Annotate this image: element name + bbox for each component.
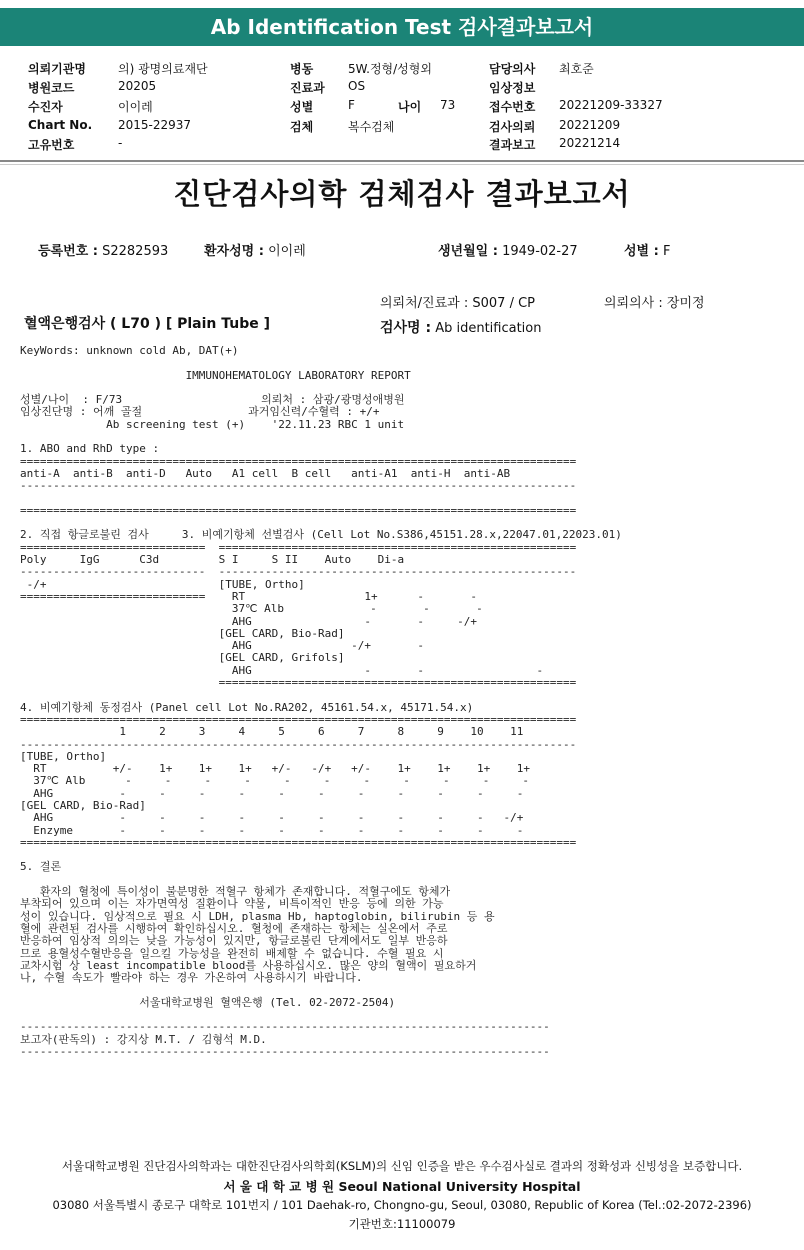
header-field-label: 임상정보 — [489, 81, 536, 95]
header-field-label: 검체 — [290, 120, 314, 134]
header-field-value: 5W.정형/성형외 — [348, 62, 432, 76]
header-field-label: 접수번호 — [489, 100, 536, 114]
date-of-birth: 생년월일 : 1949-02-27 — [438, 244, 578, 259]
header-divider-thin — [0, 164, 804, 165]
hospital-name: 서 울 대 학 교 병 원 Seoul National University Hospital — [223, 1179, 581, 1194]
header-field-label: 진료과 — [290, 81, 325, 95]
header-field-label: 수진자 — [28, 100, 63, 114]
header-field-label: 결과보고 — [489, 138, 536, 152]
patient-sex: 성별 : F — [624, 244, 671, 259]
requesting-department: 의뢰처/진료과 : S007 / CP — [380, 296, 536, 311]
header-field-value: 복수검체 — [348, 120, 395, 134]
header-field-value: OS — [348, 79, 366, 93]
header-field-value: 20221214 — [559, 136, 621, 150]
header-field-label: 병원코드 — [28, 81, 75, 95]
certification-statement: 서울대학교병원 진단검사의학과는 대한진단검사의학회(KSLM)의 신임 인증을 받은 우수검사실로 결과의 정확성과 신빙성을 보증합니다. — [61, 1159, 743, 1173]
header-field-value: 이이레 — [118, 100, 153, 114]
header-field-value: 73 — [440, 98, 456, 112]
header-field-value: 20221209-33327 — [559, 98, 663, 112]
header-field-label: 성별 — [290, 100, 314, 114]
header-field-label: 나이 — [398, 100, 422, 114]
requesting-doctor: 의뢰의사 : 장미정 — [604, 296, 705, 311]
header-field-value: 최호준 — [559, 62, 594, 76]
report-banner: Ab Identification Test 검사결과보고서 — [0, 8, 804, 46]
header-field-value: 의) 광명의료재단 — [118, 62, 208, 76]
header-field-value: 2015-22937 — [118, 118, 192, 132]
header-field-value: F — [348, 98, 355, 112]
header-divider — [0, 160, 804, 162]
header-field-label: 검사의뢰 — [489, 120, 536, 134]
header-field-value: 20221209 — [559, 118, 621, 132]
test-name: 검사명 : Ab identification — [380, 320, 542, 336]
lab-report-body: KeyWords: unknown cold Ab, DAT(+) IMMUNOHEMATOLOGY LABORATORY REPORT 성별/나이 : F/73 의뢰처 : 삼광/광명성애병원 임상진단명 : 어깨 골절 과거임신력/수혈력 : +/+ Ab screening test (+) '22.11.23 RBC 1 unit 1. ABO and RhD type : ==================================================================================== anti-A anti-B anti-D Auto A1 cell B cell anti-A1 anti-H anti-AB ------------------------------------------------------------------------------------ ==================================================================================== 2. 직접 항글로불린 검사 3. 비예기항체 선별검사 (Cell Lot No.S386,45151.28.x,22047.01,22023.01) ============================ ====================================================== Poly IgG C3d S I S II Auto Di-a ---------------------------- ------------------------------------------------------ -/+ [TUBE, Ortho] ============================ RT 1+ - - 37℃ Alb - - - AHG - - -/+ [GEL CARD, Bio-Rad] AHG -/+ - [GEL CARD, Grifols] AHG - - - ====================================================== 4. 비예기항체 동정검사 (Panel cell Lot No.RA202, 45161.54.x, 45171.54.x) ==================================================================================== 1 2 3 4 5 6 7 8 9 10 11 ------------------------------------------------------------------------------------ [TUBE, Ortho] RT +/- 1+ 1+ 1+ +/- -/+ +/- 1+ 1+ 1+ 1+ 37℃ Alb - - - - - - - - - - - AHG - - - - - - - - - - - [GEL CARD, Bio-Rad] AHG - - - - - - - - - - -/+ Enzyme - - - - - - - - - - - ==================================================================================== 5. 결론 환자의 혈청에 특이성이 불분명한 적혈구 항체가 존재합니다. 적혈구에도 항체가 부착되어 있으며 이는 자가면역성 질환이나 약물, 비특이적인 반응 등에 의한 가능 성이 있습니다. 임상적으로 필요 시 LDH, plasma Hb, haptoglobin, bilirubin 등 용 혈에 관련된 검사를 시행하여 확인하십시오. 혈청에 존재하는 항체는 실온에서 주로 반응하여 임상적 의의는 낮을 가능성이 있지만, 항글로불린 단계에서도 일부 반응하 므로 용혈성수혈반응을 일으킬 가능성을 완전히 배제할 수 없습니다. 수혈 필요 시 교차시험 상 least incompatible blood를 사용하십시오. 많은 양의 혈액이 필요하거 나, 수혈 속도가 빨라야 하는 경우 가온하여 사용하시기 바랍니다. 서울대학교병원 혈액은행 (Tel. 02-2072-2504) -------------------------------------------------------------------------------- 보고자(판독의) : 강지상 M.T. / 김형석 M.D. -------------------------------------------------------------------------------- — [20, 344, 622, 1058]
hospital-address: 03080 서울특별시 종로구 대학로 101번지 / 101 Daehak-ro, Chongno-gu, Seoul, 03080, Republic of Korea (Tel.:02-2072-2396) — [52, 1198, 752, 1212]
header-field-label: 고유번호 — [28, 138, 75, 152]
test-title: 혈액은행검사 ( L70 ) [ Plain Tube ] — [24, 316, 271, 332]
header-field-label: 병동 — [290, 62, 314, 76]
report-title: 진단검사의학 검체검사 결과보고서 — [173, 177, 631, 211]
header-field-value: - — [118, 136, 123, 150]
header-field-label: 의뢰기관명 — [28, 62, 86, 76]
header-field-value: 20205 — [118, 79, 157, 93]
header-field-label: Chart No. — [28, 118, 93, 132]
header-field-label: 담당의사 — [489, 62, 536, 76]
patient-name: 환자성명 : 이이레 — [204, 244, 306, 259]
registration-number: 등록번호 : S2282593 — [38, 244, 169, 259]
institution-number: 기관번호:11100079 — [348, 1217, 456, 1231]
